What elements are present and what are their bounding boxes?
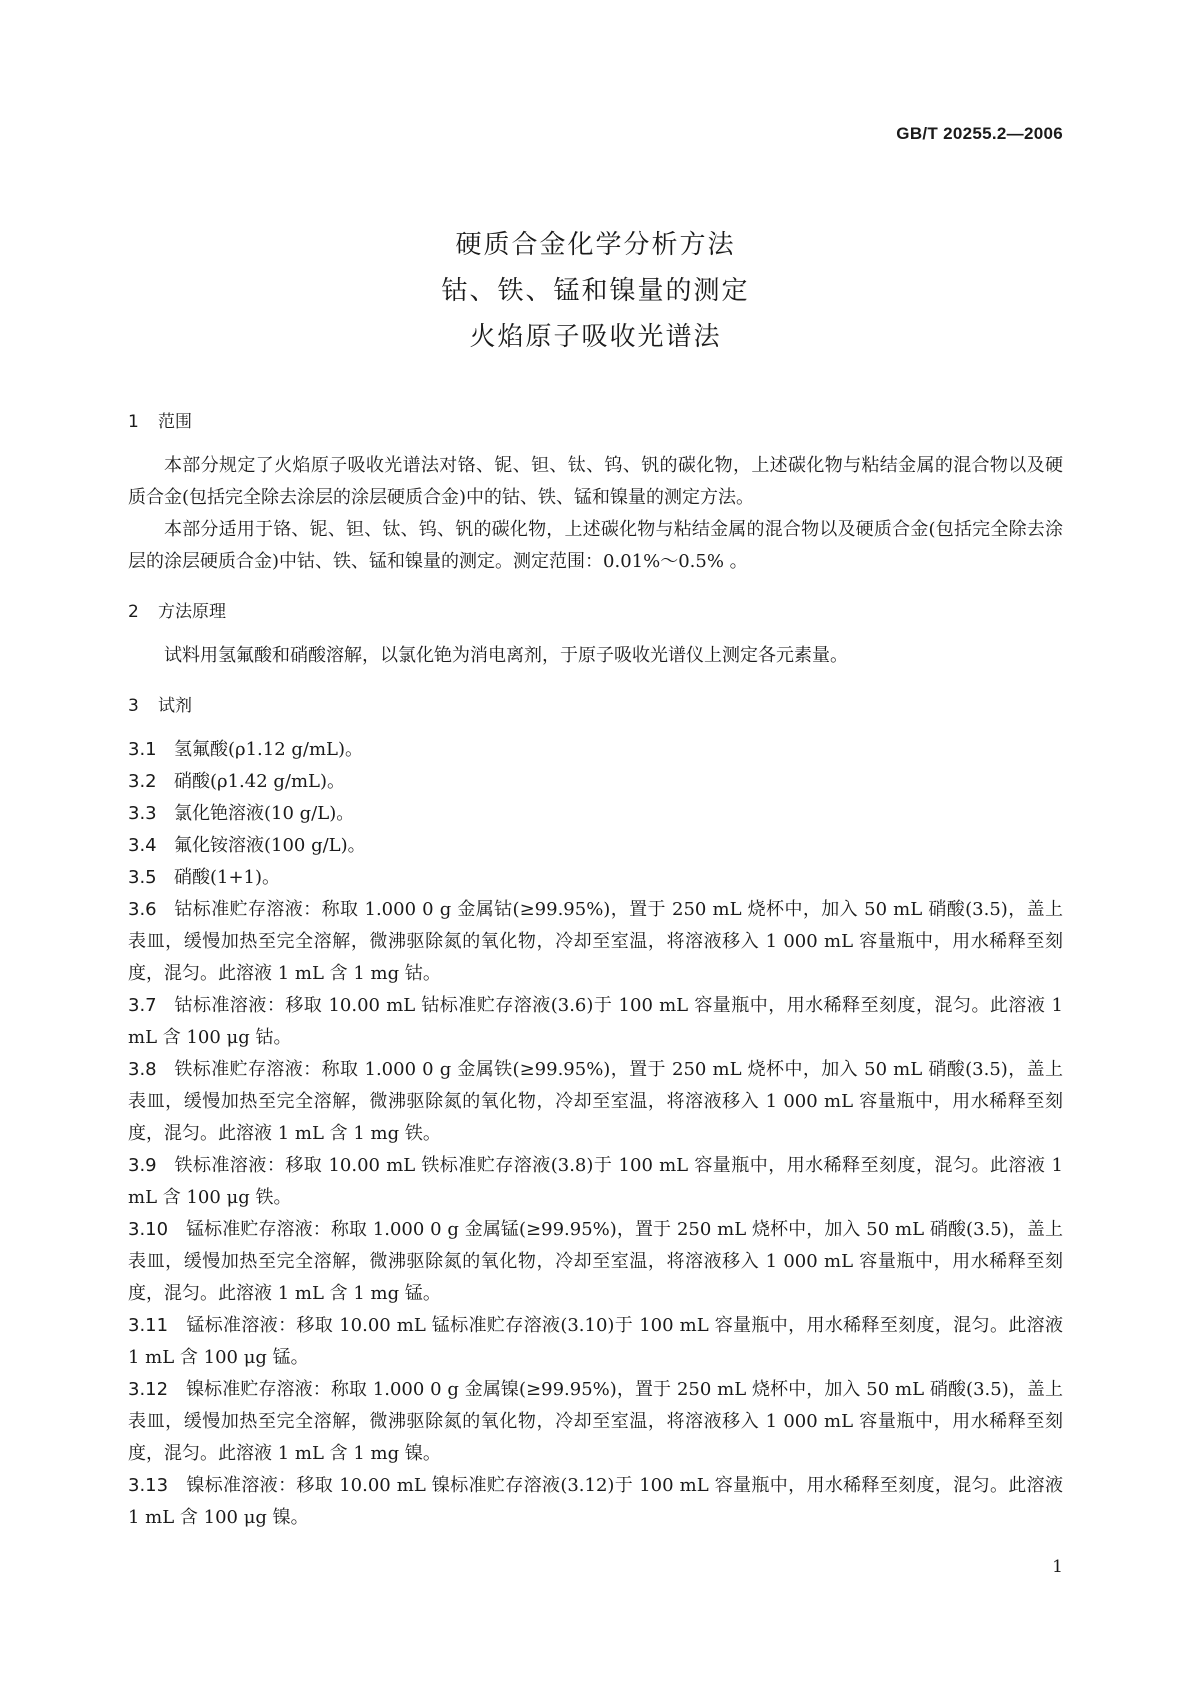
section-number: 2: [128, 602, 139, 622]
section-title: 范围: [158, 412, 192, 432]
item-text: 镍标准溶液：移取 10.00 mL 镍标准贮存溶液(3.12)于 100 mL 容量瓶中，用水稀释至刻度，混匀。此溶液 1 mL 含 100 μg 镍。: [128, 1475, 1063, 1528]
reagent-item: [128, 990, 1063, 1054]
reagent-item: [128, 862, 1063, 894]
item-number: 3.8: [128, 1059, 157, 1080]
item-number: 3.5: [128, 867, 157, 888]
reagent-item: [128, 1054, 1063, 1150]
reagent-item: [128, 766, 1063, 798]
reagent-item: [128, 1310, 1063, 1374]
item-number: 3.1: [128, 739, 157, 760]
scope-paragraph-2: 本部分适用于铬、铌、钽、钛、钨、钒的碳化物，上述碳化物与粘结金属的混合物以及硬质合金(包括完全除去涂层的涂层硬质合金)中钴、铁、锰和镍量的测定。测定范围：0.01%～0.5% 。: [128, 519, 1063, 572]
section-number: 1: [128, 412, 139, 432]
reagent-item: [128, 1374, 1063, 1470]
item-number: 3.6: [128, 899, 157, 920]
reagent-item: [128, 1470, 1063, 1534]
reagent-item: [128, 1214, 1063, 1310]
item-text: 氯化铯溶液(10 g/L)。: [174, 803, 355, 824]
item-text: 硝酸(ρ1.42 g/mL)。: [174, 771, 346, 792]
item-text: 锰标准贮存溶液：称取 1.000 0 g 金属锰(≥99.95%)，置于 250 mL 烧杯中，加入 50 mL 硝酸(3.5)，盖上表皿，缓慢加热至完全溶解，微沸驱除氮的氧化物，冷却至室温，将溶液移入 1 000 mL 容量瓶中，用水稀释至刻度，混匀。此溶液 1 mL 含 1 mg 锰。: [128, 1219, 1063, 1304]
principle-paragraph: 试料用氢氟酸和硝酸溶解，以氯化铯为消电离剂，于原子吸收光谱仪上测定各元素量。: [164, 645, 848, 666]
document-title: [0, 222, 1191, 360]
item-number: 3.3: [128, 803, 157, 824]
item-text: 氢氟酸(ρ1.12 g/mL)。: [174, 739, 364, 760]
item-number: 3.11: [128, 1315, 169, 1336]
title-line-1: 硬质合金化学分析方法: [455, 230, 736, 260]
item-text: 铁标准贮存溶液：称取 1.000 0 g 金属铁(≥99.95%)，置于 250 mL 烧杯中，加入 50 mL 硝酸(3.5)，盖上表皿，缓慢加热至完全溶解，微沸驱除氮的氧化物，冷却至室温，将溶液移入 1 000 mL 容量瓶中，用水稀释至刻度，混匀。此溶液 1 mL 含 1 mg 铁。: [128, 1059, 1063, 1144]
item-text: 钴标准溶液：移取 10.00 mL 钴标准贮存溶液(3.6)于 100 mL 容量瓶中，用水稀释至刻度，混匀。此溶液 1 mL 含 100 μg 钴。: [128, 995, 1063, 1048]
item-number: 3.12: [128, 1379, 169, 1400]
section-title: 试剂: [158, 696, 192, 716]
reagent-item: [128, 894, 1063, 990]
section-2-heading: [128, 598, 1063, 626]
item-text: 铁标准溶液：移取 10.00 mL 铁标准贮存溶液(3.8)于 100 mL 容量瓶中，用水稀释至刻度，混匀。此溶液 1 mL 含 100 μg 铁。: [128, 1155, 1063, 1208]
item-text: 钴标准贮存溶液：称取 1.000 0 g 金属钴(≥99.95%)，置于 250 mL 烧杯中，加入 50 mL 硝酸(3.5)，盖上表皿，缓慢加热至完全溶解，微沸驱除氮的氧化物，冷却至室温，将溶液移入 1 000 mL 容量瓶中，用水稀释至刻度，混匀。此溶液 1 mL 含 1 mg 钴。: [128, 899, 1063, 984]
scope-paragraph-1: 本部分规定了火焰原子吸收光谱法对铬、铌、钽、钛、钨、钒的碳化物，上述碳化物与粘结金属的混合物以及硬质合金(包括完全除去涂层的涂层硬质合金)中的钴、铁、锰和镍量的测定方法。: [128, 455, 1063, 508]
standard-number: GB/T 20255.2—2006: [896, 124, 1063, 143]
item-number: 3.4: [128, 835, 157, 856]
section-1-heading: [128, 408, 1063, 436]
reagent-item: [128, 830, 1063, 862]
section-number: 3: [128, 696, 139, 716]
item-number: 3.10: [128, 1219, 169, 1240]
section-title: 方法原理: [158, 602, 226, 622]
item-number: 3.13: [128, 1475, 169, 1496]
reagent-item: [128, 1150, 1063, 1214]
document-body: [128, 408, 1063, 1534]
title-line-3: 火焰原子吸收光谱法: [469, 322, 722, 352]
item-text: 氟化铵溶液(100 g/L)。: [174, 835, 366, 856]
item-text: 锰标准溶液：移取 10.00 mL 锰标准贮存溶液(3.10)于 100 mL 容量瓶中，用水稀释至刻度，混匀。此溶液 1 mL 含 100 μg 锰。: [128, 1315, 1063, 1368]
item-number: 3.9: [128, 1155, 157, 1176]
section-3-heading: [128, 692, 1063, 720]
item-text: 硝酸(1+1)。: [174, 867, 281, 888]
item-number: 3.2: [128, 771, 157, 792]
title-line-2: 钴、铁、锰和镍量的测定: [441, 276, 750, 306]
page-number: 1: [1052, 1557, 1063, 1577]
item-number: 3.7: [128, 995, 157, 1016]
item-text: 镍标准贮存溶液：称取 1.000 0 g 金属镍(≥99.95%)，置于 250 mL 烧杯中，加入 50 mL 硝酸(3.5)，盖上表皿，缓慢加热至完全溶解，微沸驱除氮的氧化物，冷却至室温，将溶液移入 1 000 mL 容量瓶中，用水稀释至刻度，混匀。此溶液 1 mL 含 1 mg 镍。: [128, 1379, 1063, 1464]
reagent-item: [128, 734, 1063, 766]
reagent-item: [128, 798, 1063, 830]
